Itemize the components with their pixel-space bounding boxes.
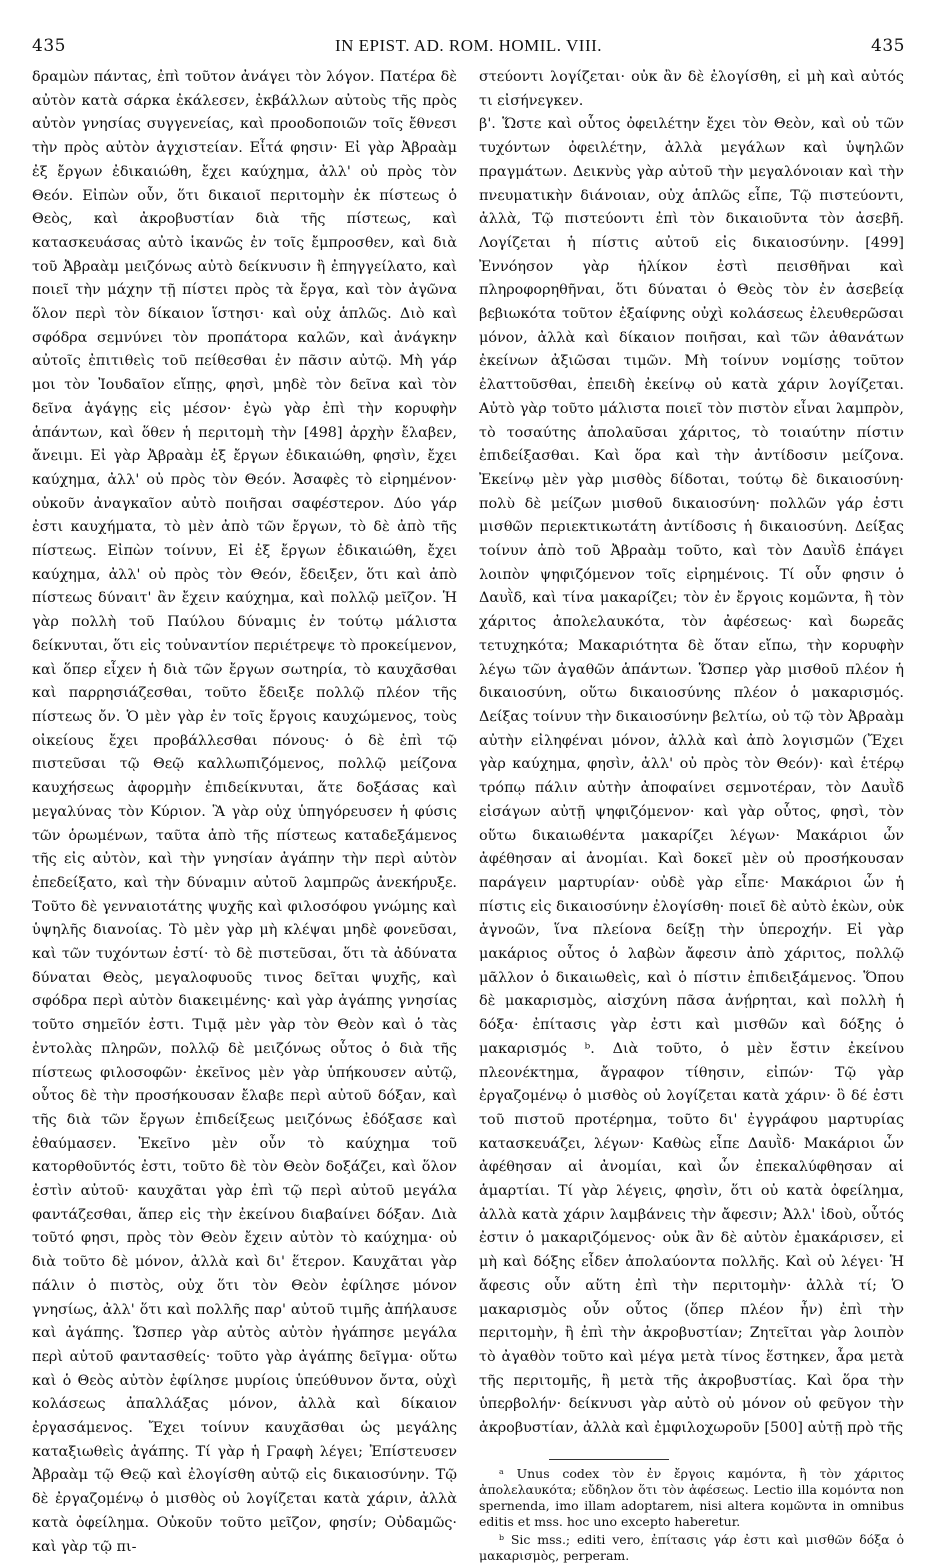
footnotes bbox=[479, 1466, 904, 1564]
page-number-left: 435 bbox=[32, 36, 66, 56]
right-column bbox=[479, 66, 904, 1566]
running-title: IN EPIST. AD. ROM. HOMIL. VIII. bbox=[334, 36, 603, 55]
page-number-right: 435 bbox=[871, 36, 905, 56]
right-column-text-2: β'. Ὥστε καὶ οὗτος ὀφειλέτην ἔχει τὸν Θεὸν, καὶ οὐ τῶν τυχόντων ὀφειλέτην, ἀλλὰ μεγάλων καὶ ὑψηλῶν πραγμάτων. Δεικνὺς γὰρ αὐτοῦ τὴν μεγαλόνοιαν καὶ τὴν πνευματικὴν διάνοιαν, οὐχ ἁπλῶς εἶπε, Τῷ πιστεύοντι, ἀλλὰ, Τῷ πιστεύοντι ἐπὶ τὸν δικαιοῦντα τὸν ἀσεβῆ. Λογίζεται ἡ πίστις αὐτοῦ εἰς δικαιοσύνην. [499] Ἐννόησον γὰρ ἡλίκον ἐστὶ πεισθῆναι καὶ πληροφορηθῆναι, ὅτι δύναται ὁ Θεὸς τὸν ἐν ἀσεβείᾳ βεβιωκότα τοῦτον ἐξαίφνης οὐχὶ κολάσεως ἐλευθερῶσαι μόνον, ἀλλὰ καὶ δίκαιον ποιῆσαι, καὶ τῶν ἀθανάτων ἐκείνων ἀξιῶσαι τιμῶν. Μὴ τοίνυν νομίσῃς τοῦτον ἐλαττοῦσθαι, ἐπειδὴ ἐκείνῳ οὐ κατὰ χάριν λογίζεται. Αὐτὸ γὰρ τοῦτο μάλιστα ποιεῖ τὸν πιστὸν εἶναι λαμπρὸν, τὸ τοσαύτης ἀπολαῦσαι χάριτος, τὸ τοιαύτην πίστιν ἐπιδείξασθαι. Καὶ ὅρα καὶ τὴν ἀντίδοσιν μείζονα. Ἐκείνῳ μὲν γὰρ μισθὸς δίδοται, τούτῳ δὲ δικαιοσύνη· πολὺ δὲ μείζων μισθοῦ δικαιοσύνη· πολλῶν γάρ ἐστι μισθῶν περιεκτικωτάτη ἀντίδοσις ἡ δικαιοσύνη. Δείξας τοίνυν ἀπὸ τοῦ Ἀβραὰμ τοῦτο, καὶ τὸν Δαυῒδ ἐπάγει λοιπὸν ψηφιζόμενον τοῖς εἰρημένοις. Τί οὖν φησιν ὁ Δαυῒδ, καὶ τίνα μακαρίζει; τὸν ἐν ἔργοις κομῶντα, ἢ τὸν χάριτος ἀπολελαυκότα, τὸν ἀφέσεως· καὶ δωρεᾶς τετυχηκότα; Μακαριότητα δὲ ὅταν εἴπω, τὴν κορυφὴν λέγω τῶν ἀγαθῶν ἁπάντων. Ὥσπερ γὰρ μισθοῦ πλέον ἡ δικαιοσύνη, οὕτω δικαιοσύνης πλέον ὁ μακαρισμός. Δείξας τοίνυν τὴν δικαιοσύνην βελτίω, οὐ τῷ τὸν Ἀβραὰμ αὐτὴν εἰληφέναι μόνον, ἀλλὰ καὶ ἀπὸ λογισμῶν (Ἔχει γὰρ καύχημα, φησὶν, ἀλλ' οὐ πρὸς τὸν Θεόν)· καὶ ἑτέρῳ τρόπῳ πάλιν αὐτὴν ἀποφαίνει σεμνοτέραν, τὸν Δαυῒδ εἰσάγων αὐτῇ ψηφιζόμενον· καὶ γὰρ οὗτος, φησὶ, τὸν οὕτω δικαιωθέντα μακαρίζει λέγων· Μακάριοι ὧν ἀφέθησαν αἱ ἀνομίαι. Καὶ δοκεῖ μὲν οὐ προσήκουσαν παράγειν μαρτυρίαν· οὐδὲ γὰρ εἶπε· Μακάριοι ὧν ἡ πίστις εἰς δικαιοσύνην ἐλογίσθη· ποιεῖ δὲ αὐτὸ ἑκὼν, οὐκ ἀγνοῶν, ἵνα πλείονα δείξῃ τὴν ὑπεροχήν. Εἰ γὰρ μακάριος οὗτος ὁ λαβὼν ἄφεσιν ἀπὸ χάριτος, πολλῷ μᾶλλον ὁ δικαιωθεὶς, καὶ ὁ πίστιν ἐπιδειξάμενος. Ὅπου δὲ μακαρισμὸς, αἰσχύνη πᾶσα ἀνῄρηται, καὶ πολλὴ ἡ δόξα· ἐπίτασις γὰρ ἐστι καὶ μισθῶν καὶ δόξης ὁ μακαρισμός ᵇ. Διὰ τοῦτο, ὁ μὲν ἔστιν ἐκείνου πλεονέκτημα, ἄγραφον τίθησιν, εἰπών· Τῷ γὰρ ἐργαζομένῳ ὁ μισθὸς οὐ λογίζεται κατὰ χάριν· ὃ δέ ἐστι τοῦ πιστοῦ προτέρημα, τοῦτο δι' ἐγγράφου μαρτυρίας κατασκευάζει, λέγων· Καθὼς εἶπε Δαυῒδ· Μακάριοι ὧν ἀφέθησαν αἱ ἀνομίαι, καὶ ὧν ἐπεκαλύφθησαν αἱ ἁμαρτίαι. Τί γὰρ λέγεις, φησὶν, ὅτι οὐ κατὰ ὀφείλημα, ἀλλὰ κατὰ χάριν λαμβάνεις τὴν ἄφεσιν; Ἀλλ' ἰδοὺ, οὗτός ἐστιν ὁ μακαριζόμενος· οὐκ ἂν δὲ αὐτὸν ἐμακάρισεν, εἰ μὴ καὶ δόξης εἶδεν ἀπολαύοντα πολλῆς. Καὶ οὐ λέγει· Ἡ ἄφεσις οὖν αὕτη ἐπὶ τὴν περιτομὴν· ἀλλὰ τί; Ὁ μακαρισμὸς οὖν οὗτος (ὅπερ πλέον ἦν) ἐπὶ τὴν περιτομὴν, ἢ ἐπὶ τὴν ἀκροβυστίαν; Ζητεῖται γὰρ λοιπὸν τὸ ἀγαθὸν τοῦτο καὶ μέγα μετὰ τίνος ἕστηκεν, ἆρα μετὰ τῆς περιτομῆς, ἢ μετὰ τῆς ἀκροβυστίας. Καὶ ὅρα τὴν ὑπερβολήν· δείκνυσι γὰρ αὐτὸ οὐ μόνον οὐ φεῦγον τὴν ἀκροβυστίαν, ἀλλὰ καὶ ἐμφιλοχωροῦν [500] αὐτῇ πρὸ τῆς bbox=[479, 116, 904, 1437]
right-column-text-1: στεύοντι λογίζεται· οὐκ ἂν δὲ ἐλογίσθη, εἰ μὴ καὶ αὐτός τι εἰσήνεγκεν. bbox=[479, 69, 904, 109]
footnote-b: ᵇ Sic mss.; editi vero, ἐπίτασις γάρ ἐστι καὶ μισθῶν δόξα ὁ μακαρισμὸς, perperam. bbox=[479, 1531, 904, 1563]
running-header bbox=[32, 36, 905, 56]
footnote-rule bbox=[549, 1459, 669, 1460]
footnote-a: ᵃ Unus codex τὸν ἐν ἔργοις καμόντα, ἢ τὸν χάριτος ἀπολελαυκότα; εὔδηλον ὅτι τὸν ἀφέσεως. Lectio illa κομόντα non spernenda, imo illam adoptarem, nisi altera κομῶντα in omnibus editis et mss. hoc uno excepto haberetur. bbox=[479, 1465, 904, 1529]
text-columns bbox=[32, 66, 905, 1566]
left-column bbox=[32, 66, 457, 1566]
left-column-text: δραμὼν πάντας, ἐπὶ τοῦτον ἀνάγει τὸν λόγον. Πατέρα δὲ αὐτὸν κατὰ σάρκα ἐκάλεσεν, ἐκβάλλων αὐτοὺς τῆς πρὸς αὐτὸν γνησίας συγγενείας, καὶ προοδοποιῶν τοῖς ἔθνεσι τὴν πρὸς αὐτὸν ἀγχιστείαν. Εἶτά φησιν· Εἰ γὰρ Ἀβραὰμ ἐξ ἔργων ἐδικαιώθη, ἔχει καύχημα, ἀλλ' οὐ πρὸς τὸν Θεόν. Εἰπὼν οὖν, ὅτι δικαιοῖ περιτομὴν ἐκ πίστεως ὁ Θεὸς, καὶ ἀκροβυστίαν διὰ τῆς πίστεως, καὶ κατασκευάσας αὐτὸ ἱκανῶς ἐν τοῖς ἔμπροσθεν, καὶ διὰ τοῦ Ἀβραὰμ μειζόνως αὐτὸ δείκνυσιν ἢ ἐπηγγείλατο, καὶ ποιεῖ τὴν μάχην τῇ πίστει πρὸς τὰ ἔργα, καὶ τὸν ἀγῶνα ὅλον περὶ τὸν δίκαιον ἵστησι· καὶ οὐχ ἁπλῶς. Διὸ καὶ σφόδρα σεμνύνει τὸν προπάτορα καλῶν, καὶ ἀνάγκην αὐτοῖς ἐπιτιθεὶς τοῦ πείθεσθαι ἐν πᾶσιν αὐτῷ. Μὴ γάρ μοι τὸν Ἰουδαῖον εἴπῃς, φησὶ, μηδὲ τὸν δεῖνα καὶ τὸν δεῖνα ἀγάγῃς εἰς μέσον· ἐγὼ γὰρ ἐπὶ τὴν κορυφὴν ἁπάντων, καὶ ὅθεν ἡ περιτομὴ τὴν [498] ἀρχὴν ἔλαβεν, ἄνειμι. Εἰ γὰρ Ἀβραὰμ ἐξ ἔργων ἐδικαιώθη, φησὶν, ἔχει καύχημα, ἀλλ' οὐ πρὸς τὸν Θεόν. Ἀσαφὲς τὸ εἰρημένον· οὐκοῦν ἀναγκαῖον αὐτὸ ποιῆσαι σαφέστερον. Δύο γάρ ἐστι καυχήματα, τὸ μὲν ἀπὸ τῶν ἔργων, τὸ δὲ ἀπὸ τῆς πίστεως. Εἰπὼν τοίνυν, Εἰ ἐξ ἔργων ἐδικαιώθη, ἔχει καύχημα, ἀλλ' οὐ πρὸς τὸν Θεόν, ἔδειξεν, ὅτι καὶ ἀπὸ πίστεως δύναιτ' ἂν ἔχειν καύχημα, καὶ πολλῷ μεῖζον. Ἡ γὰρ πολλὴ τοῦ Παύλου δύναμις ἐν τούτῳ μάλιστα δείκνυται, ὅτι εἰς τοὐναντίον περιέτρεψε τὸ προκείμενον, καὶ ὅπερ εἶχεν ἡ διὰ τῶν ἔργων σωτηρία, τὸ καυχᾶσθαι καὶ παρρησιάζεσθαι, τοῦτο ἔδειξε πολλῷ πλέον τῆς πίστεως ὄν. Ὁ μὲν γὰρ ἐν τοῖς ἔργοις καυχώμενος, τοὺς οἰκείους ἔχει προβάλλεσθαι πόνους· ὁ δὲ ἐπὶ τῷ πιστεῦσαι τῷ Θεῷ καλλωπιζόμενος, πολλῷ μείζονα καυχήσεως ἀφορμὴν ἐπιδείκνυται, ἅτε δοξάσας καὶ μεγαλύνας τὸν Κύριον. Ἃ γὰρ οὐχ ὑπηγόρευσεν ἡ φύσις τῶν ὁρωμένων, ταῦτα ἀπὸ τῆς πίστεως καταδεξάμενος τῆς εἰς αὐτὸν, καὶ τὴν γνησίαν ἀγάπην τὴν περὶ αὐτὸν ἐπεδείξατο, καὶ τὴν δύναμιν αὐτοῦ λαμπρῶς ἀνεκήρυξε. Τοῦτο δὲ γενναιοτάτης ψυχῆς καὶ φιλοσόφου γνώμης καὶ ὑψηλῆς διανοίας. Τὸ μὲν γὰρ μὴ κλέψαι μηδὲ φονεῦσαι, καὶ τῶν τυχόντων ἐστί· τὸ δὲ πιστεῦσαι, ὅτι τὰ ἀδύνατα δύναται Θεὸς, μεγαλοφυοῦς τινος δεῖται ψυχῆς, καὶ σφόδρα περὶ αὐτὸν διακειμένης· καὶ γὰρ ἀγάπης γνησίας τοῦτο σημεῖόν ἐστι. Τιμᾷ μὲν γὰρ τὸν Θεὸν καὶ ὁ τὰς ἐντολὰς πληρῶν, πολλῷ δὲ μειζόνως οὗτος ὁ διὰ τῆς πίστεως φιλοσοφῶν· ἐκεῖνος μὲν γὰρ ὑπήκουσεν αὐτῷ, οὗτος δὲ τὴν προσήκουσαν ἔλαβε περὶ αὐτοῦ δόξαν, καὶ τῆς διὰ τῶν ἔργων ἐπιδείξεως μειζόνως ἐδόξασε καὶ ἐθαύμασεν. Ἐκεῖνο μὲν οὖν τὸ καύχημα τοῦ κατορθοῦντός ἐστι, τοῦτο δὲ τὸν Θεὸν δοξάζει, καὶ ὅλον ἐστὶν αὐτοῦ· καυχᾶται γὰρ ἐπὶ τῷ περὶ αὐτοῦ μεγάλα φαντάζεσθαι, ἅπερ εἰς τὴν ἐκείνου διαβαίνει δόξαν. Διὰ τοῦτό φησι, πρὸς τὸν Θεὸν ἔχειν αὐτὸν τὸ καύχημα· οὐ διὰ τοῦτο δὲ μόνον, ἀλλὰ καὶ δι' ἕτερον. Καυχᾶται γὰρ πάλιν ὁ πιστὸς, οὐχ ὅτι τὸν Θεὸν ἐφίλησε μόνον γνησίως, ἀλλ' ὅτι καὶ πολλῆς παρ' αὐτοῦ τιμῆς ἀπήλαυσε καὶ ἀγάπης. Ὥσπερ γὰρ αὐτὸς αὐτὸν ἠγάπησε μεγάλα περὶ αὐτοῦ φαντασθείς· τοῦτο γὰρ ἀγάπης δεῖγμα· οὕτω καὶ ὁ Θεὸς αὐτὸν ἐφίλησε μυρίοις ὑπεύθυνον ὄντα, οὐχὶ κολάσεως ἀπαλλάξας μόνον, ἀλλὰ καὶ δίκαιον ἐργασάμενος. Ἔχει τοίνυν καυχᾶσθαι ὡς μεγάλης καταξιωθεὶς ἀγάπης. Τί γὰρ ἡ Γραφὴ λέγει; Ἐπίστευσεν Ἀβραὰμ τῷ Θεῷ καὶ ἐλογίσθη αὐτῷ εἰς δικαιοσύνην. Τῷ δὲ ἐργαζομένῳ ὁ μισθὸς οὐ λογίζεται κατὰ χάριν, ἀλλὰ κατὰ ὀφείλημα. Οὐκοῦν τοῦτο μεῖζον, φησίν; Οὐδαμῶς· καὶ γὰρ τῷ πι- bbox=[32, 69, 457, 1555]
